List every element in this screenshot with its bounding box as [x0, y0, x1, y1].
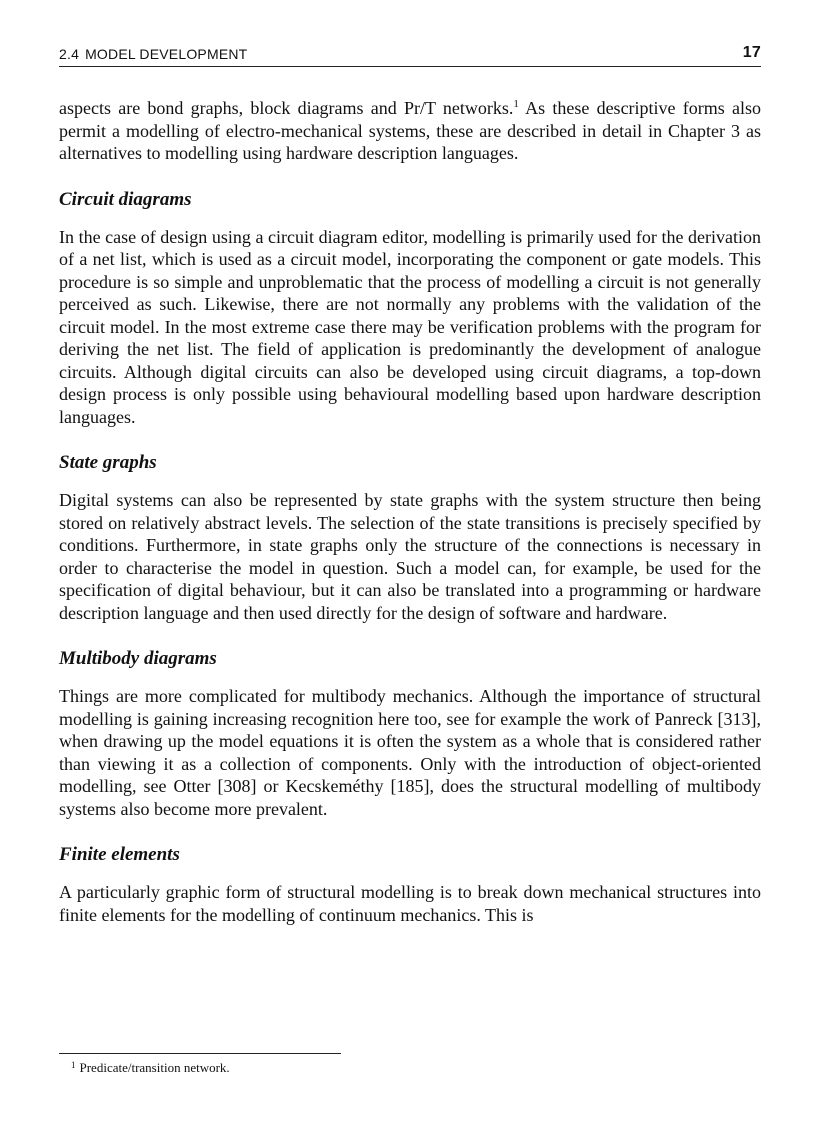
paragraph-multibody-diagrams: Things are more complicated for multibody mechanics. Although the importance of structural modelling is gaining increasing recognition here too, see for example the work of Panreck [313], when drawing up the model equations it is often the system as a whole that is considered rather than viewing it as a collection of components. Only with the introduction of object-oriented modelling, see Otter [308] or Kecskeméthy [185], does the structural modelling of multibody systems also become more prevalent. — [59, 686, 761, 819]
page-content — [59, 40, 761, 926]
footnote-marker: 1 — [71, 1060, 76, 1070]
paragraph-finite-elements: A particularly graphic form of structural modelling is to break down mechanical structures into finite elements for the modelling of continuum mechanics. This is — [59, 882, 761, 925]
heading-state-graphs: State graphs — [59, 452, 157, 473]
heading-finite-elements: Finite elements — [59, 844, 180, 865]
heading-circuit-diagrams: Circuit diagrams — [59, 188, 192, 210]
running-head — [59, 40, 761, 67]
page-number: 17 — [742, 44, 761, 61]
running-head-section — [59, 46, 247, 62]
footnote-reference[interactable]: 1 — [513, 98, 519, 110]
footnote — [59, 1060, 230, 1076]
section-number: 2.4 — [59, 46, 80, 62]
heading-multibody-diagrams: Multibody diagrams — [59, 648, 217, 669]
intro-text-start: aspects are bond graphs, block diagrams and Pr/T networks. — [59, 98, 514, 118]
paragraph-circuit-diagrams: In the case of design using a circuit diagram editor, modelling is primarily used for the derivation of a net list, which is used as a circuit model, incorporating the component or gate models. This procedure is so simple and unproblematic that the process of modelling a circuit is not generally perceived as such. Likewise, there are not normally any problems with the validation of the circuit model. In the most extreme case there may be verification problems with the program for deriving the net list. The field of application is predominantly the development of analogue circuits. Although digital circuits can also be developed using circuit diagrams, a top-down design process is only possible using behavioural modelling based upon hardware description languages. — [59, 226, 761, 427]
footnote-divider — [59, 1053, 341, 1054]
intro-text-end: As these descriptive forms also permit a modelling of electro-mechanical systems, these are described in detail in Chapter 3 as alternatives to modelling using hardware description languages. — [59, 98, 761, 163]
footnote-text: Predicate/transition network. — [79, 1060, 230, 1075]
section-title: MODEL DEVELOPMENT — [85, 46, 248, 62]
intro-paragraph — [59, 97, 761, 165]
paragraph-state-graphs: Digital systems can also be represented by state graphs with the system structure then being stored on relatively abstract levels. The selection of the state transitions is precisely specified by conditions. Furthermore, in state graphs only the structure of the connections is necessary in order to characterise the model in question. Such a model can, for example, be used for the specification of digital behaviour, but it can also be translated into a programming or hardware description language and then used directly for the design of software and hardware. — [59, 490, 761, 623]
